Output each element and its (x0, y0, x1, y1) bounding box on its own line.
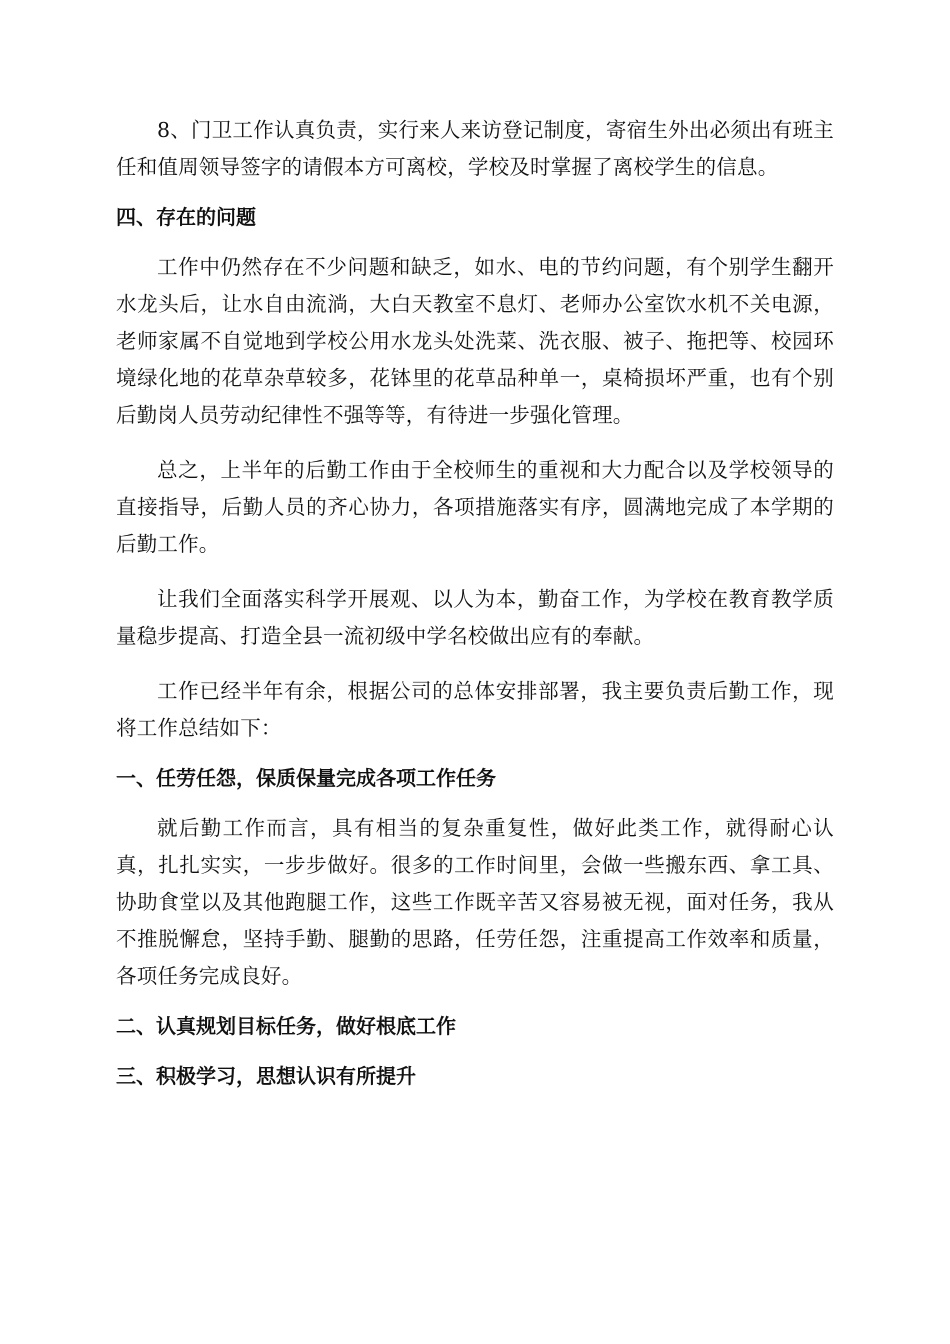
heading-section-one: 一、任劳任怨，保质保量完成各项工作任务 (116, 766, 496, 790)
heading-existing-problems: 四、存在的问题 (116, 205, 256, 229)
paragraph-summary: 总之，上半年的后勤工作由于全校师生的重视和大力配合以及学校领导的直接指导，后勤人员的齐心协力，各项措施落实有序，圆满地完成了本学期的后勤工作。 (116, 458, 834, 556)
paragraph-outlook: 让我们全面落实科学开展观、以人为本，勤奋工作，为学校在教育教学质量稳步提高、打造全县一流初级中学名校做出应有的奉献。 (116, 587, 834, 648)
document-body (116, 112, 834, 1095)
heading-section-two: 二、认真规划目标任务，做好根底工作 (116, 1014, 456, 1038)
paragraph-section-one: 就后勤工作而言，具有相当的复杂重复性，做好此类工作，就得耐心认真，扎扎实实，一步步做好。很多的工作时间里，会做一些搬东西、拿工具、协助食堂以及其他跑腿工作，这些工作既辛苦又容易被无视，面对任务，我从不推脱懈怠，坚持手勤、腿勤的思路，任劳任怨，注重提高工作效率和质量，各项任务完成良好。 (116, 816, 834, 988)
heading-section-three: 三、积极学习，思想认识有所提升 (116, 1064, 416, 1088)
paragraph-problems: 工作中仍然存在不少问题和缺乏，如水、电的节约问题，有个别学生翻开水龙头后，让水自由流淌，大白天教室不息灯、老师办公室饮水机不关电源，老师家属不自觉地到学校公用水龙头处洗菜、洗衣服、被子、拖把等、校园环境绿化地的花草杂草较多，花钵里的花草品种单一，桌椅损坏严重，也有个别后勤岗人员劳动纪律性不强等等，有待进一步强化管理。 (116, 255, 834, 427)
paragraph-gatekeeper: 8、门卫工作认真负责，实行来人来访登记制度，寄宿生外出必须出有班主任和值周领导签字的请假本方可离校，学校及时掌握了离校学生的信息。 (116, 118, 834, 179)
paragraph-intro: 工作已经半年有余，根据公司的总体安排部署，我主要负责后勤工作，现将工作总结如下： (116, 679, 834, 740)
